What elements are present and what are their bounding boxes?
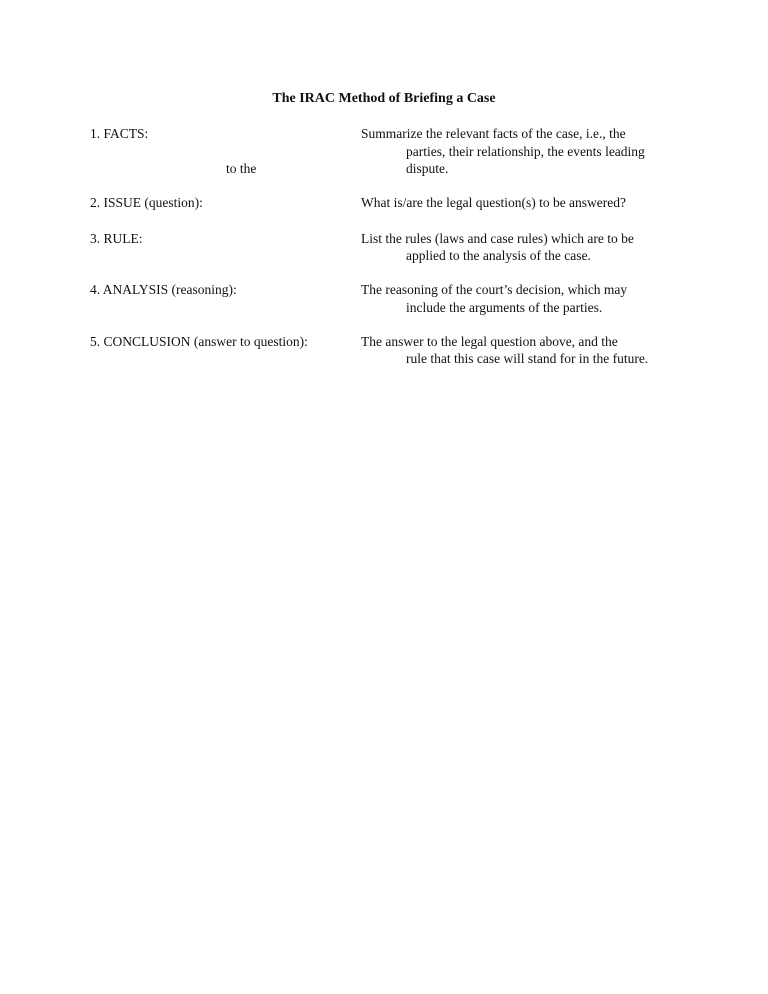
- document-title: The IRAC Method of Briefing a Case: [272, 91, 496, 106]
- facts-desc-line-2: parties, their relationship, the events leading: [406, 144, 645, 159]
- conclusion-desc-line-1: The answer to the legal question above, and the: [361, 334, 618, 349]
- facts-desc-line-1: Summarize the relevant facts of the case, i.e., the: [361, 126, 626, 141]
- facts-label: 1. FACTS:: [90, 126, 149, 141]
- issue-desc-line-1: What is/are the legal question(s) to be answered?: [361, 195, 627, 210]
- facts-desc-line-3: dispute.: [406, 161, 449, 176]
- conclusion-desc-line-2: rule that this case will stand for in the future.: [406, 351, 649, 366]
- conclusion-label: 5. CONCLUSION (answer to question):: [90, 334, 308, 349]
- analysis-desc-line-2: include the arguments of the parties.: [406, 300, 603, 315]
- rule-desc-line-1: List the rules (laws and case rules) which are to be: [361, 231, 634, 246]
- analysis-label: 4. ANALYSIS (reasoning):: [90, 282, 237, 297]
- rule-label: 3. RULE:: [90, 231, 143, 246]
- rule-desc-line-2: applied to the analysis of the case.: [406, 248, 591, 263]
- analysis-desc-line-1: The reasoning of the court’s decision, which may: [361, 282, 628, 297]
- facts-stray-text: to the: [226, 161, 257, 176]
- issue-label: 2. ISSUE (question):: [90, 195, 203, 210]
